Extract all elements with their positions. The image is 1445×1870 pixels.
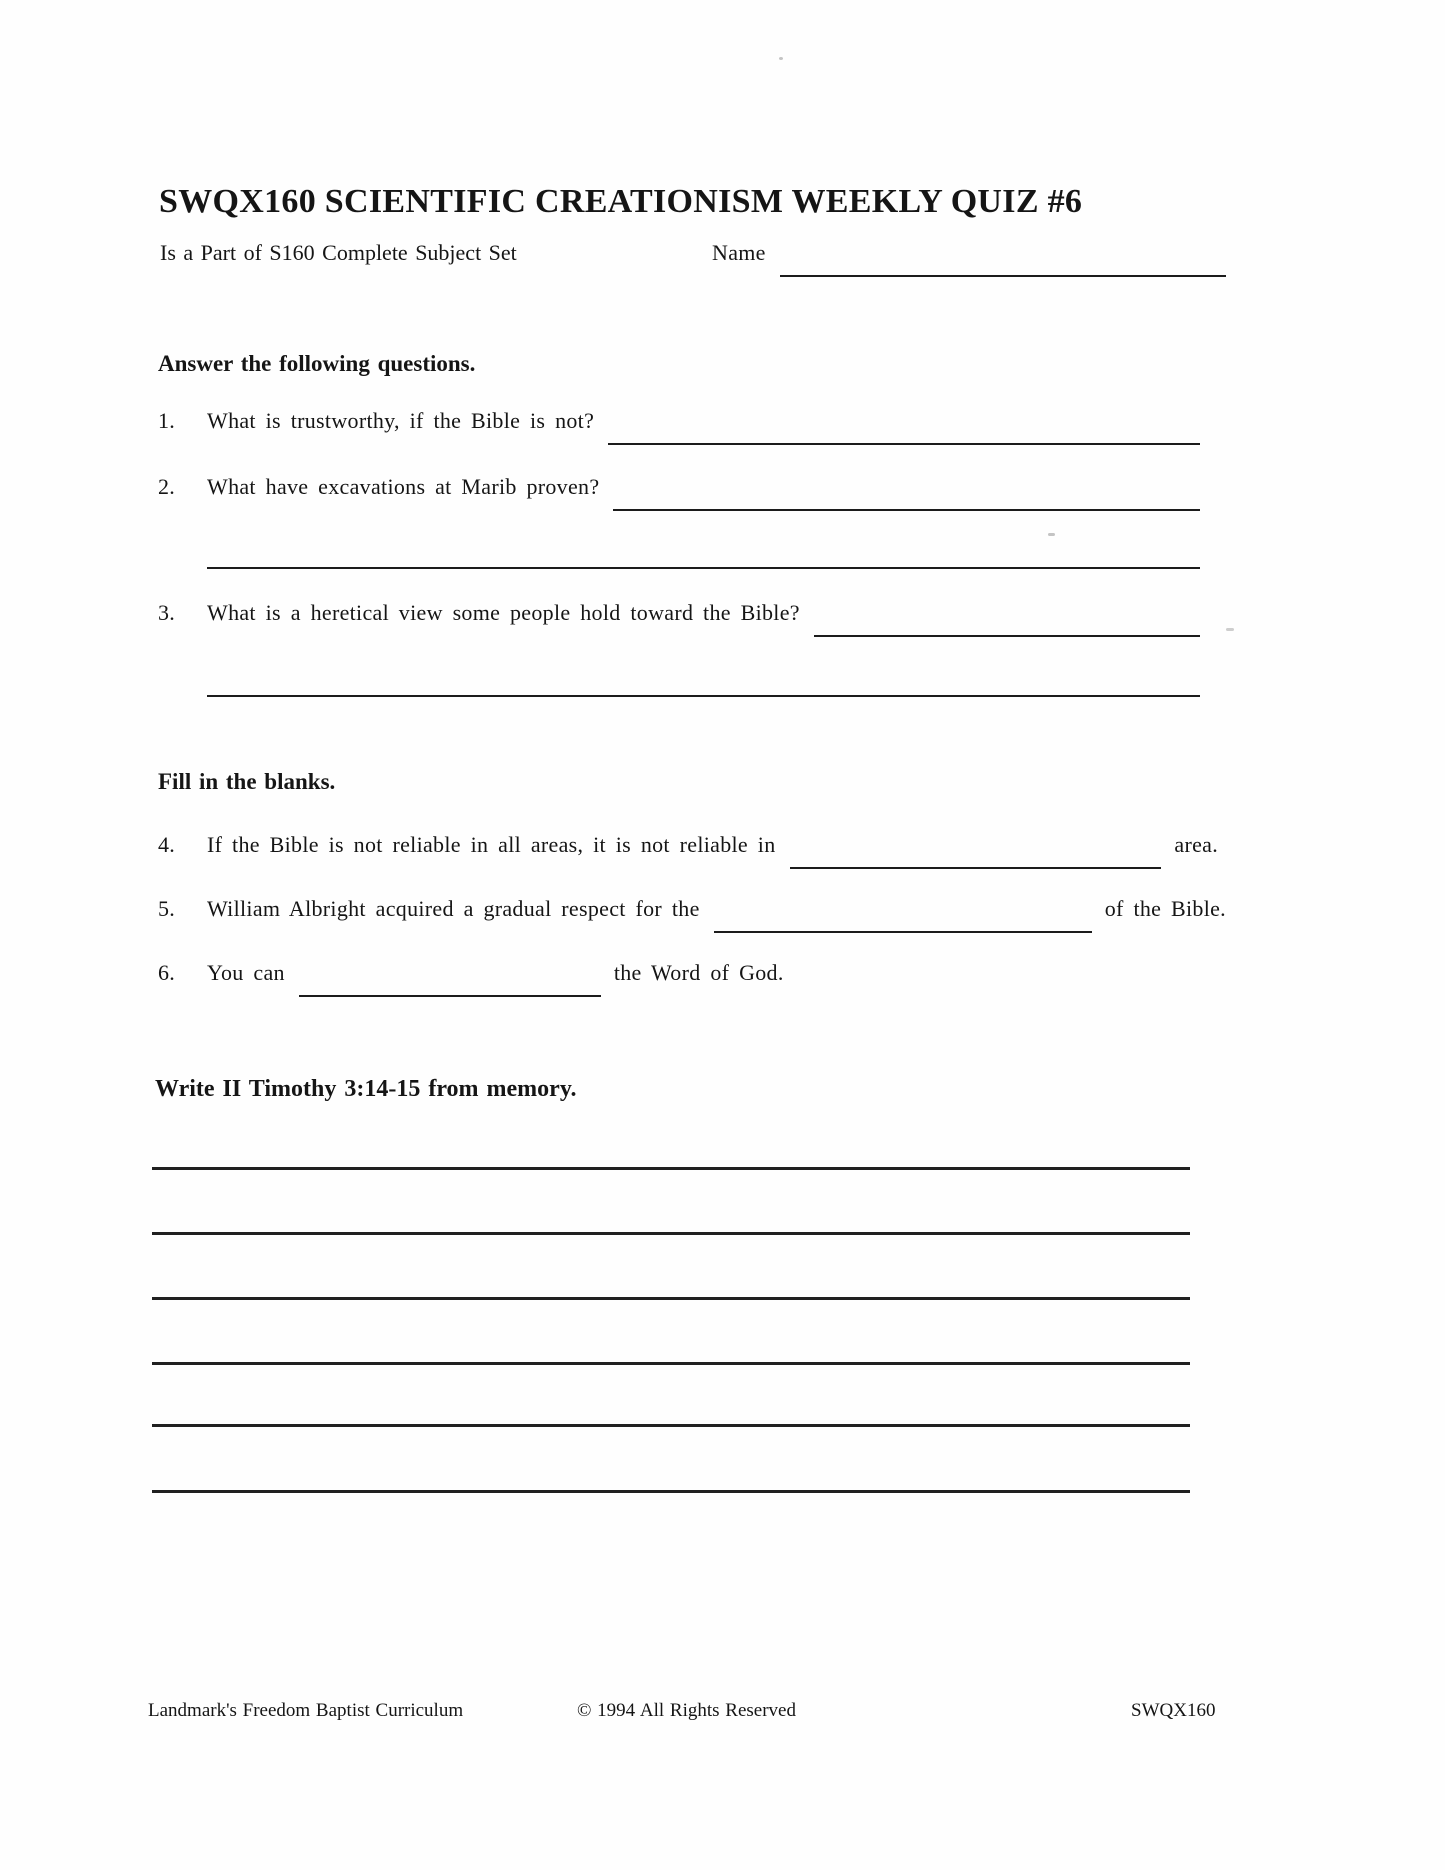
question-number: 2. <box>158 474 176 499</box>
footer-copyright: © 1994 All Rights Reserved <box>577 1700 796 1721</box>
question-number: 1. <box>158 408 176 433</box>
question-pre-text: You can <box>207 960 285 985</box>
page-title: SWQX160 SCIENTIFIC CREATIONISM WEEKLY QUIZ #6 <box>159 183 1083 220</box>
question-number: 5. <box>158 896 176 921</box>
question-row-3 <box>158 598 1200 628</box>
question-pre-text: If the Bible is not reliable in all areas, it is not reliable in <box>207 832 776 857</box>
fill-row-5 <box>158 894 1226 924</box>
memory-answer-line-6[interactable] <box>152 1490 1190 1493</box>
question-number: 3. <box>158 600 176 625</box>
subtitle: Is a Part of S160 Complete Subject Set <box>160 240 517 265</box>
q2-answer-blank[interactable] <box>613 509 1200 511</box>
question-text: What is a heretical view some people hold toward the Bible? <box>207 600 800 625</box>
memory-answer-line-1[interactable] <box>152 1167 1190 1170</box>
fill-row-6 <box>158 958 1200 988</box>
question-post-text: of the Bible. <box>1104 896 1226 921</box>
name-blank[interactable] <box>780 275 1226 277</box>
scan-artifact <box>779 57 783 60</box>
scan-artifact <box>1226 628 1234 631</box>
q5-fill-blank[interactable] <box>714 931 1092 933</box>
question-text: What have excavations at Marib proven? <box>207 474 600 499</box>
scan-artifact <box>1048 533 1055 536</box>
question-row-2 <box>158 472 1200 502</box>
q3-answer-blank[interactable] <box>814 635 1200 637</box>
memory-answer-line-2[interactable] <box>152 1232 1190 1235</box>
question-row-1 <box>158 406 1200 436</box>
footer-publisher: Landmark's Freedom Baptist Curriculum <box>148 1700 464 1721</box>
section-heading-fill: Fill in the blanks. <box>158 769 336 794</box>
memory-answer-line-5[interactable] <box>152 1424 1190 1427</box>
fill-row-4 <box>158 830 1218 860</box>
name-label: Name <box>712 240 766 265</box>
section-heading-answer: Answer the following questions. <box>158 351 476 376</box>
question-pre-text: William Albright acquired a gradual respect for the <box>207 896 700 921</box>
name-field-row <box>712 238 1226 268</box>
question-number: 6. <box>158 960 176 985</box>
q1-answer-blank[interactable] <box>608 443 1200 445</box>
section-heading-memory: Write II Timothy 3:14-15 from memory. <box>155 1076 577 1102</box>
q3-answer-blank-line2[interactable] <box>207 695 1200 697</box>
footer-document-code: SWQX160 <box>1131 1700 1216 1721</box>
q4-fill-blank[interactable] <box>790 867 1162 869</box>
question-text: What is trustworthy, if the Bible is not? <box>207 408 595 433</box>
memory-answer-line-3[interactable] <box>152 1297 1190 1300</box>
question-post-text: the Word of God. <box>613 960 784 985</box>
memory-answer-line-4[interactable] <box>152 1362 1190 1365</box>
q6-fill-blank[interactable] <box>299 995 601 997</box>
q2-answer-blank-line2[interactable] <box>207 567 1200 569</box>
question-post-text: area. <box>1174 832 1218 857</box>
question-number: 4. <box>158 832 176 857</box>
